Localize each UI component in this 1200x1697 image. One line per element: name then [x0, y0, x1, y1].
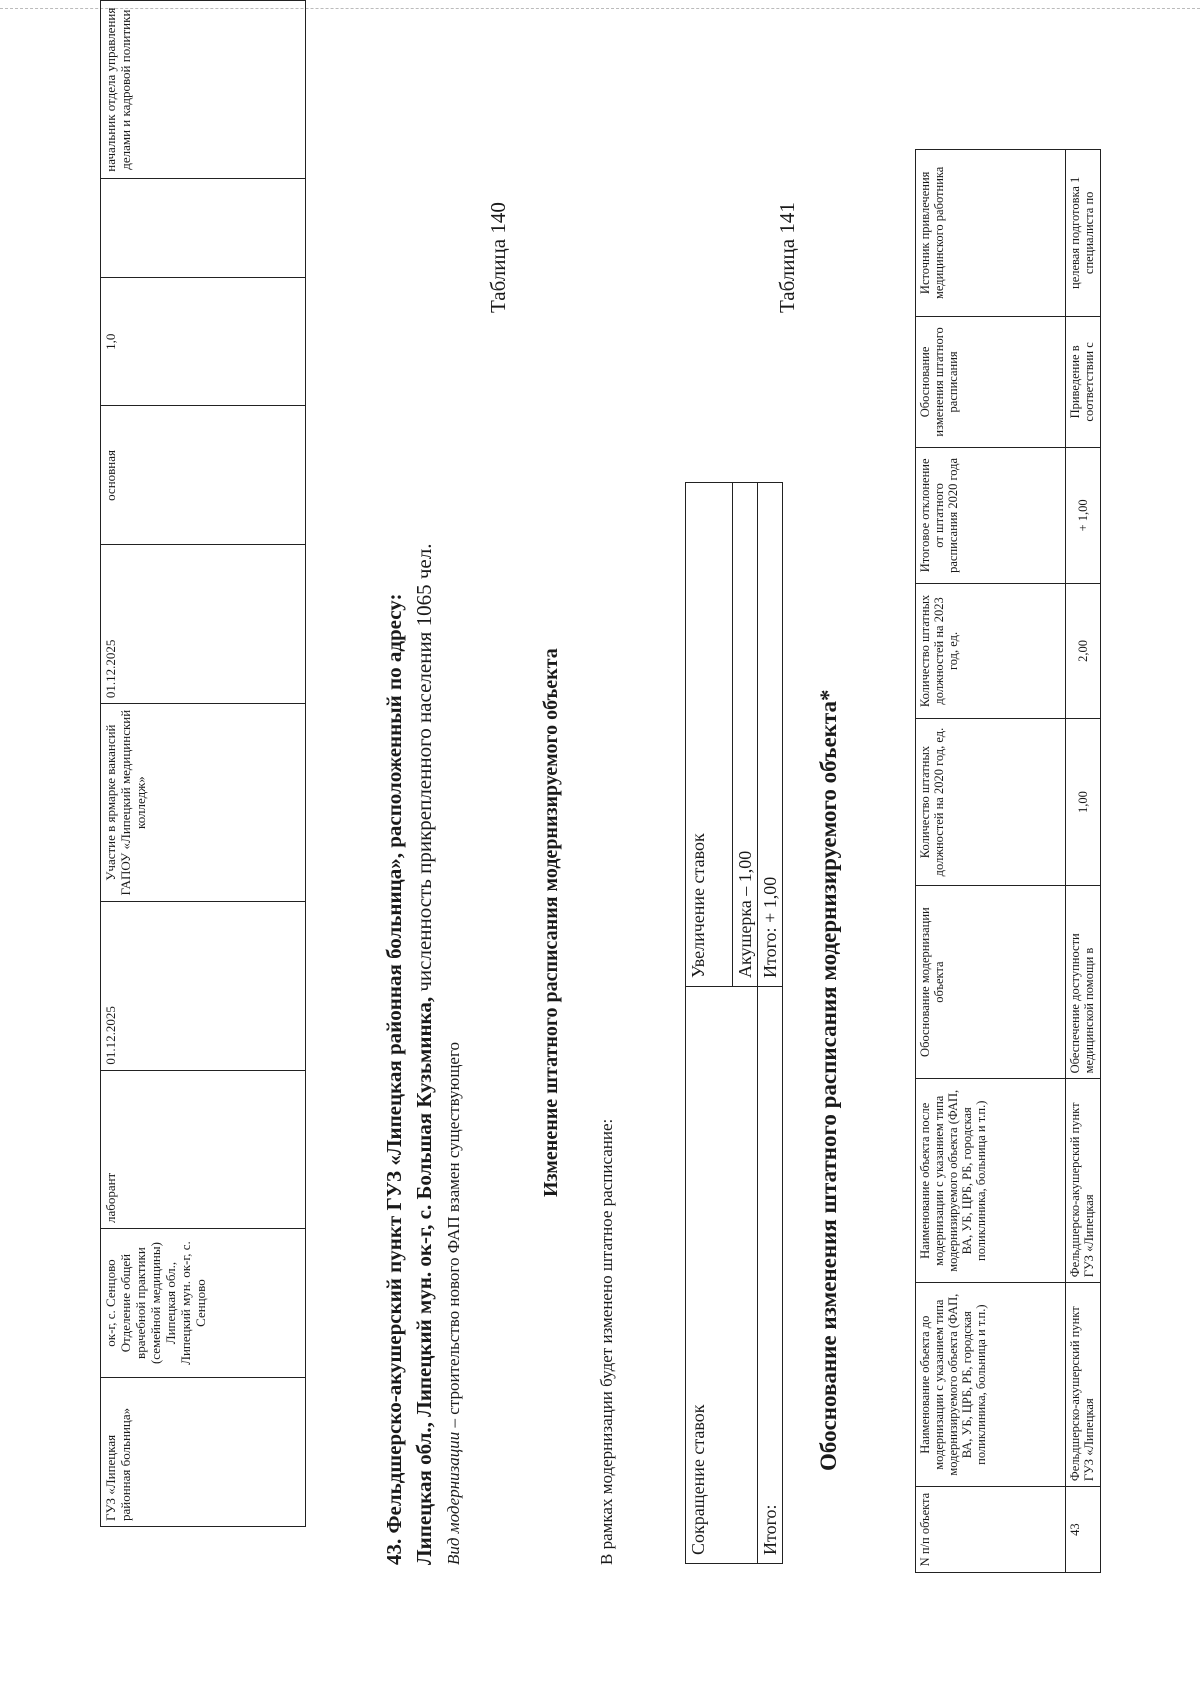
- cell-position: лаборант: [101, 1070, 306, 1228]
- modernization-type: [444, 1042, 464, 1565]
- table141-title: Обоснование изменения штатного расписания модернизируемого объекта*: [816, 689, 841, 1471]
- header-cell: Наименование объекта до модернизации с указанием типа модернизируемого объекта (ФАП, ВА, УБ, ЦРБ, РБ, городская поликлиника, больница и т.п.): [916, 1283, 1066, 1487]
- modernization-text: – строительство нового ФАП взамен существующего: [444, 1041, 463, 1432]
- header-cell: N п/п объекта: [916, 1487, 1066, 1573]
- header-increase: Увеличение ставок: [686, 483, 733, 987]
- header-cell: Итоговое отклонение от штатного расписания 2020 года: [916, 448, 1066, 584]
- table140-intro: В рамках модернизации будет изменено штатное расписание:: [597, 1118, 616, 1565]
- header-cell: Обоснование изменения штатного расписания: [916, 316, 1066, 447]
- cell-staff-2020: 1,00: [1066, 719, 1101, 886]
- table140-title: Изменение штатного расписания модернизируемого объекта: [540, 648, 562, 1197]
- continuation-table: [100, 0, 306, 1527]
- cell-activity: Участие в ярмарке вакансий ГАПОУ «Липецкий медицинский колледж»: [101, 704, 306, 902]
- modernization-label: Вид модернизации: [444, 1431, 463, 1565]
- cell-justification: Приведение в соответствии с: [1066, 316, 1101, 447]
- cell-reason: Обеспечение доступности медицинской помощи в: [1066, 885, 1101, 1079]
- cell-org: ГУЗ «Липецкая районная больница»: [101, 1378, 306, 1527]
- table-row: [1066, 150, 1101, 1573]
- table140: [685, 482, 783, 1564]
- cell-number: 43: [1066, 1487, 1101, 1573]
- table-row: [757, 483, 782, 1564]
- table141: [915, 149, 1101, 1573]
- cell-deviation: + 1,00: [1066, 448, 1101, 584]
- table-row: [732, 483, 757, 1564]
- header-cell: Обоснование модернизации объекта: [916, 885, 1066, 1079]
- cell-date1: 01.12.2025: [101, 902, 306, 1070]
- section-address: [412, 544, 437, 1565]
- address-bold: Липецкая обл., Липецкий мун. ок-г, с. Большая Кузьминка,: [412, 996, 436, 1565]
- header-cell: Источник привлечения медицинского работника: [916, 150, 1066, 317]
- cell-after: Фельдшерско-акушерский пункт ГУЗ «Липецкая: [1066, 1079, 1101, 1283]
- table-row: [101, 1, 306, 1527]
- cell-rate: 1,0: [101, 278, 306, 406]
- cell-unit: ок-г, с. Сенцово Отделение общей врачебной практики (семейной медицины) Липецкая обл., Липецкий мун. ок-г, с. Сенцово: [101, 1229, 306, 1378]
- cell-staff-2023: 2,00: [1066, 583, 1101, 719]
- header-cell: Количество штатных должностей на 2023 год, ед.: [916, 583, 1066, 719]
- population-text: численность прикрепленного населения 1065 чел.: [412, 543, 436, 997]
- total-increase: Итого: + 1,00: [757, 483, 782, 987]
- section-heading: 43. Фельдшерско-акушерский пункт ГУЗ «Липецкая районная больница», расположенный по адресу:: [382, 593, 406, 1565]
- table141-header-row: [916, 150, 1066, 1573]
- header-cell: Количество штатных должностей на 2020 год, ед.: [916, 719, 1066, 886]
- cell-date2: 01.12.2025: [101, 545, 306, 704]
- cell-source: целевая подготовка 1 специалиста по: [1066, 150, 1101, 317]
- increase-item: Акушерка – 1,00: [732, 483, 757, 987]
- cell-before: Фельдшерско-акушерский пункт ГУЗ «Липецкая: [1066, 1283, 1101, 1487]
- total-decrease: Итого:: [757, 987, 782, 1564]
- header-decrease: Сокращение ставок: [686, 987, 733, 1564]
- header-cell: Наименование объекта после модернизации с указанием типа модернизируемого объекта (ФАП, ВА, УБ, ЦРБ, РБ, городская поликлиника, больница и т.п.): [916, 1079, 1066, 1283]
- table141-label: Таблица 141: [775, 202, 799, 313]
- cell-type: основная: [101, 406, 306, 545]
- cell-responsible: начальник отдела управления делами и кадровой политики: [101, 1, 306, 179]
- table140-label: Таблица 140: [486, 202, 510, 313]
- table-row: [686, 483, 733, 1564]
